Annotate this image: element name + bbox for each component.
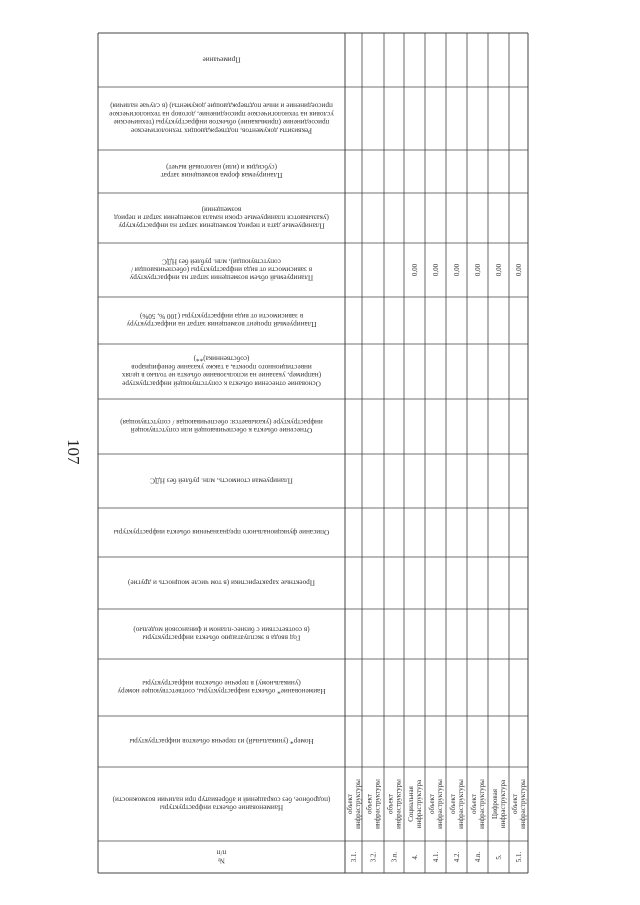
row-number: 4.n. [474,851,482,863]
header-text: инвестиционного проекта, а также указание бенефициаров [131,362,312,371]
row-number: 5.1. [515,851,523,863]
header-cost [150,477,293,485]
header-text: п/п [216,848,227,857]
header-text: (в соответствии с бизнес-планом и финансовой моделью) [133,625,310,634]
header-text: (субсидия и (или) налоговый вычет) [166,162,277,171]
row-number: 3.1. [350,851,358,863]
row-name: инфраструктуры [394,779,403,829]
header-text: Описание функционального предназначения объекта инфраструктуры [113,528,330,536]
row-amount: 0,00 [495,263,503,277]
header-text: сопутствующая), млн. рублей без НДС [162,257,281,266]
row-amount: 0,00 [432,263,440,277]
header-text: (например, указание на использование объекта не только в целях [121,371,322,380]
header-text: Планируемые дата и период возмещения затрат на инфраструктуру [118,221,325,230]
header-text: (уникальному) в перечне объектов инфраструктуры [142,678,301,687]
row-number: 3.n. [390,851,399,863]
header-listname [117,679,325,695]
row-name: объект [346,794,354,814]
header-text: Основание отнесения объекта к сопутствующей инфраструктуре [122,379,321,388]
header-docs [109,102,334,135]
header-text: Наименование* объекта инфраструктуры, соответствующее номеру [117,687,326,696]
header-text: присоединение (примыкание) объектов инфраструктуры (технические [113,118,330,127]
row-name: объект [386,794,395,814]
header-text: Планируемый процент возмещения затрат на инфраструктуру [126,320,317,329]
row-name: Социальная [407,786,415,822]
header-text: Планируемая форма возмещения затрат [160,171,283,180]
header-id [129,737,313,745]
row-name: инфраструктуры [373,779,382,829]
header-name [112,795,330,811]
header-text: (указываются планируемые сроки начала возмещения затрат и период [114,213,329,222]
header-text: (подробное, без сокращений и аббревиатур при наличии возможности) [112,795,331,804]
row-amount: 0,00 [474,263,482,277]
header-text: (собственника)**) [193,354,250,363]
header-design [127,579,315,587]
header-basis [122,355,322,388]
header-amount [129,257,313,281]
header-text: инфраструктуре (указывается: обеспечивающая / сопутствующая) [120,417,323,426]
header-text: присоединение и иные подтверждающие документы) (в случае наличия) [110,101,333,110]
header-text: Реквизиты документов, подтверждающих технологическое [130,126,313,135]
header-text: Примечание [202,55,241,64]
row-number: 4. [411,854,419,860]
row-number: 3.2. [369,851,378,863]
row-name: инфраструктуры [436,779,444,829]
header-text: Планируемый объем возмещения затрат на инфраструктуру [129,273,314,282]
row-number: 4.2. [453,851,461,863]
row-name: объект [365,794,374,814]
header-num [217,848,227,864]
header-text: Отнесение объекта к обеспечивающей или сопутствующей [130,426,313,435]
row-name: объект [428,794,436,814]
header-text: Номер* (уникальный) из перечня объектов инфраструктуры [129,737,314,745]
row-name: объект [511,794,519,814]
row-amount: 0,00 [453,263,461,277]
row-name: инфраструктуры [457,779,465,829]
row-number: 5. [495,854,503,860]
page-number: 107 [64,439,83,465]
row-name: инфраструктуры [478,779,486,829]
row-name: инфраструктуры [519,779,527,829]
header-form [160,163,282,179]
row-name: объект [470,794,478,814]
header-percent [126,312,316,328]
row-name: объект [449,794,457,814]
header-text: Планируемая стоимость, млн. рублей без НДС [150,476,293,485]
header-purpose [114,528,330,536]
header-text: в зависимости от вида инфраструктуры (обеспечивающая / [130,265,313,274]
header-relation [120,418,323,434]
header-note [203,56,241,64]
header-text: возмещения) [201,205,242,214]
row-name: инфраструктуры [354,779,362,829]
header-text: Проектные характеристики (в том числе мощность и другие) [128,578,315,587]
row-name: Цифровая [491,789,499,819]
row-name: инфраструктура [499,779,507,829]
row-number: 4.1. [432,851,440,863]
header-period [114,205,329,229]
header-year [133,625,310,641]
header-text: № [218,856,225,865]
row-name: инфраструктура [415,779,423,829]
header-text: условия на технологическое присоединение, договор на технологическое [109,109,334,118]
header-text: Год ввода в эксплуатацию объекта инфраструктуры [142,633,301,642]
header-text: в зависимости от вида инфраструктуры (100 %, 50%) [139,311,304,320]
row-amount: 0,00 [411,263,419,277]
row-amount: 0,00 [515,263,523,277]
header-text: Наименование объекта инфраструктуры [159,803,284,812]
